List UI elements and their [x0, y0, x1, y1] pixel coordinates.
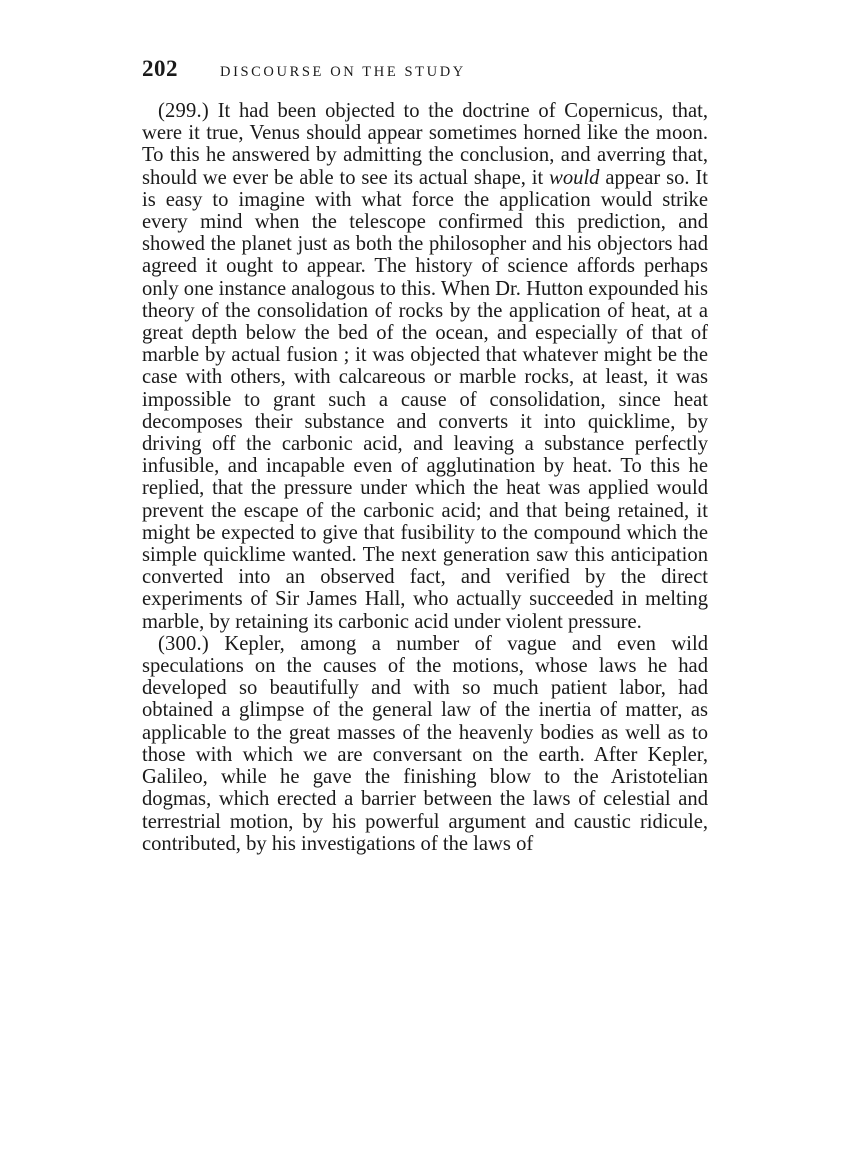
body-text [142, 100, 708, 855]
book-page [142, 56, 708, 855]
paragraph-text: It had been objected to the doctrine of Copernicus, that, were it true, Venus should appear sometimes horned like the moon. To this he answered by admitting the conclusion, and averring that, should we ever be able to see its actual shape, it [142, 100, 708, 189]
paragraph-text: appear so. It is easy to imagine with what force the application would strike every mind when the telescope confirmed this prediction, and showed the planet just as both the philosopher and his objectors had agreed it ought to appear. The history of science affords perhaps only one instance analogous to this. When Dr. Hutton expounded his theory of the consolidation of rocks by the application of heat, at a great depth below the bed of the ocean, and especially of that of marble by actual fusion ; it was objected that whatever might be the case with others, with calcareous or marble rocks, at least, it was impossible to grant such a cause of consolidation, since heat decomposes their substance and converts it into quicklime, by driving off the carbonic acid, and leaving a substance perfectly infusible, and incapable even of agglutination by heat. To this he replied, that the pressure under which the heat was applied would prevent the escape of the carbonic acid; and that being retained, it might be expected to give that fusibility to the compound which the simple quicklime wanted. The next generation saw this anticipation converted into an observed fact, and verified by the direct experiments of Sir James Hall, who actually succeeded in melting marble, by retaining its carbonic acid under violent pressure. [142, 166, 709, 633]
paragraph-299 [142, 100, 708, 633]
paragraph-300 [142, 633, 708, 855]
paragraph-text: Kepler, among a number of vague and even wild speculations on the causes of the motions, whose laws he had developed so beautifully and with so much patient labor, had obtained a glimpse of the general law of the inertia of matter, as applicable to the great masses of the heavenly bodies as well as to those with which we are conversant on the earth. After Kepler, Galileo, while he gave the finishing blow to the Aristotelian dogmas, which erected a barrier between the laws of celestial and terrestrial motion, by his powerful argument and caustic ridicule, contributed, by his investigations of the laws of [142, 632, 708, 855]
page-header [142, 56, 708, 90]
italic-emphasis: would [549, 166, 600, 189]
paragraph-number: (300.) [158, 632, 209, 655]
paragraph-number: (299.) [158, 100, 209, 122]
running-head: DISCOURSE ON THE STUDY [220, 64, 466, 80]
page-number: 202 [142, 56, 178, 81]
